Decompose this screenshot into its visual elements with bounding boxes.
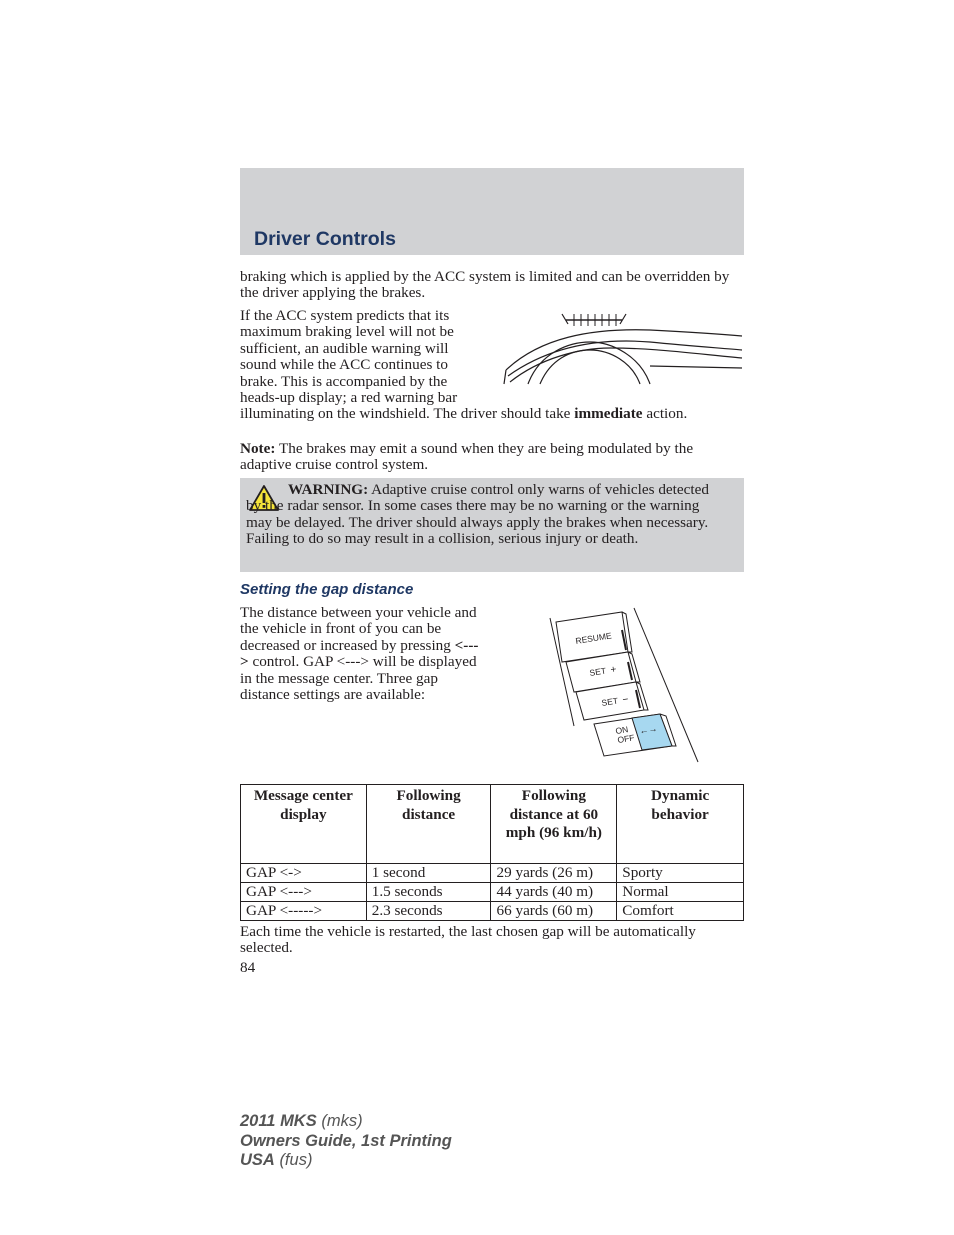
- gap-arrow-icon: ←→: [638, 723, 659, 736]
- warning-box: [240, 478, 744, 572]
- paragraph-acc-warning: If the ACC system predicts that its maximum braking level will not be sufficient, an audible warning will sound while the ACC continues to brake. This is accompanied by the heads-up display; a red warning bar illuminating on the windshield. The driver should take immediate action.: [240, 307, 688, 423]
- table-row: [241, 883, 744, 902]
- footer-region-code: (fus): [279, 1151, 313, 1169]
- table-cell: Sporty: [617, 864, 744, 883]
- column-header: Message center display: [241, 785, 367, 864]
- plus-sign: +: [609, 664, 618, 676]
- header-band: [240, 168, 744, 255]
- footer-region: USA: [240, 1151, 275, 1169]
- gap-distance-table: [240, 784, 744, 921]
- on-label: ON: [614, 724, 629, 736]
- column-header: Following distance at 60 mph (96 km/h): [491, 785, 617, 864]
- column-header: Following distance: [366, 785, 491, 864]
- paragraph-note: Note: The brakes may emit a sound when they are being modulated by the adaptive cruise control system.: [240, 440, 694, 474]
- table-cell: 44 yards (40 m): [491, 883, 617, 902]
- table-cell: 66 yards (60 m): [491, 902, 617, 921]
- table-cell: 1.5 seconds: [366, 883, 491, 902]
- set-plus-label: SET: [588, 665, 607, 678]
- footer-model-code: (mks): [321, 1112, 363, 1130]
- warning-text: WARNING: Adaptive cruise control only warns of vehicles detected by the radar sensor. In some cases there may be no warning or the warning may be delayed. The driver should always apply the brakes when necessary. Failing to do so may result in a collision, serious injury or death.: [246, 481, 709, 548]
- table-cell: GAP <--->: [241, 883, 367, 902]
- page-title: Driver Controls: [254, 228, 396, 250]
- table-row: [241, 902, 744, 921]
- set-minus-label: SET: [600, 695, 619, 708]
- table-cell: 1 second: [366, 864, 491, 883]
- column-header: Dynamic behavior: [617, 785, 744, 864]
- paragraph-braking: braking which is applied by the ACC system is limited and can be overridden by the driver applying the brakes.: [240, 268, 730, 302]
- footer-model: 2011 MKS: [240, 1112, 317, 1130]
- footer-guide: Owners Guide, 1st Printing: [240, 1131, 452, 1150]
- table-cell: GAP <----->: [241, 902, 367, 921]
- section-heading: Setting the gap distance: [240, 581, 414, 598]
- table-cell: Normal: [617, 883, 744, 902]
- table-header-row: [241, 785, 744, 864]
- paragraph-gap-distance: The distance between your vehicle and the vehicle in front of you can be decreased or increased by pressing <---> control. GAP <---> will be displayed in the message center. Three gap distance settings are available:: [240, 604, 479, 704]
- off-label: OFF: [616, 732, 636, 745]
- table-cell: 2.3 seconds: [366, 902, 491, 921]
- footer-publication-info: [240, 1112, 452, 1171]
- page-number: 84: [240, 959, 256, 976]
- cruise-control-buttons-illustration: [548, 606, 704, 766]
- table-row: [241, 864, 744, 883]
- table-cell: GAP <->: [241, 864, 367, 883]
- resume-label: RESUME: [574, 630, 613, 646]
- table-cell: Comfort: [617, 902, 744, 921]
- table-cell: 29 yards (26 m): [491, 864, 617, 883]
- paragraph-restart: Each time the vehicle is restarted, the last chosen gap will be automatically selected.: [240, 923, 696, 957]
- on-off-gap-button: [594, 714, 676, 756]
- minus-sign: −: [621, 694, 630, 706]
